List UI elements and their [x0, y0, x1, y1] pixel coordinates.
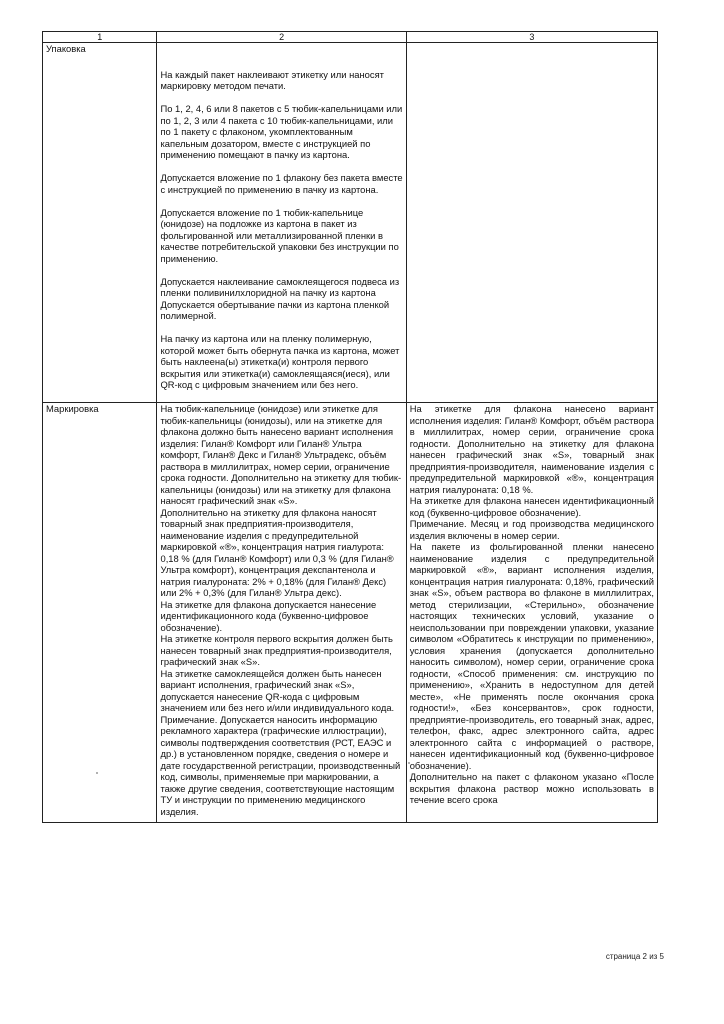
packaging-para-3: Допускается вложение по 1 флакону без пакета вместе с инструкцией по применению в пачку из картона. [160, 172, 403, 195]
scan-artifact [96, 772, 98, 774]
marking-col3-para-2: На этикетке для флакона нанесен идентификационный код (буквенно-цифровое обозначение). [409, 495, 654, 518]
packaging-para-5: Допускается наклеивание самоклеящегося подвеса из пленки поливинилхлоридной на пачку из картона Допускается обертывание пачки из картона пленкой полимерной. [160, 275, 400, 321]
packaging-col2 [157, 43, 406, 403]
marking-col3-para-5: Дополнительно на пакет с флаконом указано «После вскрытия флакона раствор можно использовать в течение всего срока [409, 771, 654, 805]
marking-col3 [406, 403, 657, 823]
packaging-para-2: По 1, 2, 4, 6 или 8 пакетов с 5 тюбик-капельницами или по 1, 2, 3 или 4 пакета с 10 тюбик-капельницами, или по 1 пакету с флаконом, укомплектованным капельным дозатором, вместе с инструкцией по применению помещают в пачку из картона. [160, 103, 403, 160]
marking-col2-para-4: На этикетке контроля первого вскрытия должен быть нанесен товарный знак предприятия-производителя, графический знак «S». [160, 633, 393, 667]
packaging-para-4: Допускается вложение по 1 тюбик-капельнице (юнидозе) на подложке из картона в пакет из фольгированной или металлизированной пленки в качестве потребительской упаковки без инструкции по применению. [160, 206, 399, 264]
marking-col2-para-6: Примечание. Допускается наносить информацию рекламного характера (графические иллюстрации), символы подтверждения соответствия (РСТ, ЕАЭС и др.) в установленном порядке, сведения о номере и дате государственной регистрации, производственный код, символы, применяемые при маркировании, а также другие сведения, соответствующие настоящим ТУ и инструкции по применению медицинского изделия. [160, 713, 401, 817]
marking-col3-para-1: На этикетке для флакона нанесено вариант исполнения изделия: Гилан® Комфорт, объём раствора в миллилитрах, номер серии, ограничение срока годности. Дополнительно на этикетку для флакона нанесен графический знак «S», товарный знак предприятия-производителя, наименование изделия с предупредительной маркировкой «®», концентрация натрия гиалуроната: 0,18 %. [409, 403, 654, 495]
scan-artifact [408, 762, 410, 764]
header-col-1: 1 [43, 32, 157, 43]
packaging-para-6: На пачку из картона или на пленку полимерную, которой может быть обернута пачка из картона, может быть наклеена(ы) этикетка(и) контроля первого вскрытия или этикетка(и) самоклеящаяся(иеся), или QR-код с цифровым значением или без него. [160, 333, 400, 390]
table-row-marking [43, 403, 658, 823]
marking-col2-para-5: На этикетке самоклеящейся должен быть нанесен вариант исполнения, графический знак «S», допускается нанесение QR-кода с цифровым значением или без него и/или индивидуального кода. [160, 667, 395, 713]
marking-col3-para-4: На пакете из фольгированной пленки нанесено наименование изделия с предупредительной маркировкой «®», вариант исполнения изделия, концентрация натрия гиалуроната: 0,18%, графический знак «S», объем раствора во флаконе в миллилитрах, метод стерилизации, «Стерильно», обозначение настоящих технических условий, указание о неиспользовании при повреждении упаковки, указание символом «Обратитесь к инструкции по применению», условия хранения (допускается дополнительно наносить символом), номер серии, ограничение срока годности, «Способ применения: см. инструкцию по применению», «Хранить в недоступном для детей месте», «Не применять после окончания срока годности!», «Без консервантов», срок годности, предприятие-производитель, его товарный знак, адрес, телефон, факс, адрес электронного сайта, адрес электронного сайта с информацией о растворе, нанесен идентификационный код (буквенно-цифровое обозначение). [409, 541, 654, 771]
row-label-marking: Маркировка [43, 403, 157, 823]
packaging-para-1: На каждый пакет наклеивают этикетку или наносят маркировку методом печати. [160, 68, 384, 91]
header-col-2: 2 [157, 32, 406, 43]
page-number: страница 2 из 5 [605, 952, 664, 961]
table-header-row [43, 32, 658, 43]
row-label-packaging: Упаковка [43, 43, 157, 403]
header-col-3: 3 [406, 32, 657, 43]
packaging-col2-text [160, 43, 402, 402]
marking-col2 [157, 403, 406, 823]
marking-col3-para-3: Примечание. Месяц и год производства медицинского изделия включены в номер серии. [409, 518, 654, 541]
marking-col2-para-2: Дополнительно на этикетку для флакона наносят товарный знак предприятия-производителя, наименование изделия с предупредительной маркировкой «®», концентрация натрия гиалурота: 0,18 % (для Гилан® Комфорт) или 0,3 % (для Гилан® Ультра комфорт), концентрация декспантенола и натрия гиалуроната: 2% + 0,18% (для Гилан® Декс) или 2% + 0,3% (для Гилан® Ультра декс). [160, 506, 394, 598]
packaging-col3 [406, 43, 657, 403]
marking-col2-para-1: На тюбик-капельнице (юнидозе) или этикетке для тюбик-капельницы (юнидозы), или на этикетке для флакона должно быть нанесено вариант исполнения изделия: Гилан® Комфорт или Гилан® Ультра комфорт, Гилан® Декс и Гилан® Ультрадекс, объём раствора в миллилитрах, номер серии, ограничение срока годности. Дополнительно на этикетку для тюбик-капельницы (юнидозы) или на этикетку для флакона наносят графический знак «S». [160, 403, 402, 506]
specification-table [42, 31, 658, 823]
table-row-packaging [43, 43, 658, 403]
marking-col2-para-3: На этикетке для флакона допускается нанесение идентификационного кода (буквенно-цифровое обозначение). [160, 598, 377, 633]
